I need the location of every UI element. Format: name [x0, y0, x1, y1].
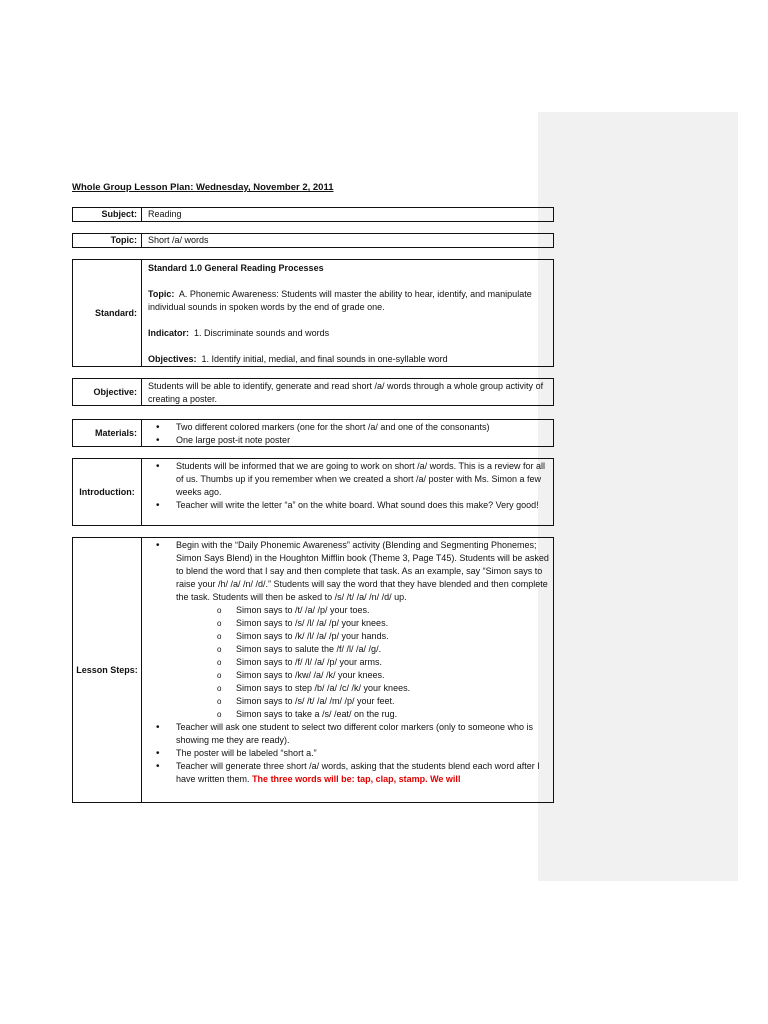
objective-label: Objective:	[73, 379, 142, 405]
list-item: • The poster will be labeled “short a.”	[142, 747, 549, 760]
subject-row	[72, 207, 554, 222]
list-item: • One large post-it note poster	[142, 434, 549, 447]
sub-list-item: o Simon says to /kw/ /a/ /k/ your knees.	[176, 669, 549, 682]
introduction-row	[72, 458, 554, 526]
list-item: • Students will be informed that we are going to work on short /a/ words. This is a review for all of us. Thumbs up if you remember when we created a short /a/ poster with Ms. Simon a few weeks ago.	[142, 460, 549, 499]
list-item	[142, 539, 549, 721]
lesson-step-4-highlight: The three words will be: tap, clap, stamp. We will	[252, 774, 461, 784]
sub-list-item: o Simon says to /s/ /l/ /a/ /p/ your knees.	[176, 617, 549, 630]
standard-row	[72, 259, 554, 367]
comment-pane	[538, 112, 738, 881]
lesson-step-4: Teacher will generate three short /a/ words, asking that the students blend each word after I have written them.	[176, 761, 540, 784]
standard-content	[142, 260, 553, 366]
list-item: • Teacher will write the letter “a” on the white board. What sound does this make? Very good!	[142, 499, 549, 512]
materials-row	[72, 419, 554, 447]
sub-list-item: o Simon says to /t/ /a/ /p/ your toes.	[176, 604, 549, 617]
indicator-text: 1. Discriminate sounds and words	[194, 328, 330, 338]
sub-list-item: o Simon says to /k/ /l/ /a/ /p/ your hands.	[176, 630, 549, 643]
lesson-step-1: Begin with the “Daily Phonemic Awareness” activity (Blending and Segmenting Phonemes; Simon Says Blend) in the Houghton Mifflin book (Theme 3, Page T45). Students will be asked to blend the word that I say and then complete that task. As an example, say “Simon says to raise your /h/ /a/ /n/ /d/.” Students will say the word that they have blended and then complete the task. Students will then be asked to /s/ /t/ /a/ /n/ /d/ up.	[176, 540, 549, 602]
page-title: Whole Group Lesson Plan: Wednesday, November 2, 2011	[72, 182, 334, 193]
objectives-text: 1. Identify initial, medial, and final sounds in one-syllable word	[201, 354, 448, 364]
subject-label: Subject:	[73, 208, 142, 221]
sub-list-item: o Simon says to /s/ /t/ /a/ /m/ /p/ your feet.	[176, 695, 549, 708]
sub-list-item: o Simon says to step /b/ /a/ /c/ /k/ your knees.	[176, 682, 549, 695]
list-item: • Teacher will ask one student to select two different color markers (only to someone who is showing me they are ready).	[142, 721, 549, 747]
lesson-steps-row	[72, 537, 554, 803]
standard-topic-label: Topic:	[148, 289, 175, 299]
list-item: • Two different colored markers (one for the short /a/ and one of the consonants)	[142, 421, 549, 434]
introduction-label: Introduction:	[73, 459, 142, 525]
materials-label: Materials:	[73, 420, 142, 446]
standard-heading: Standard 1.0 General Reading Processes	[148, 263, 324, 273]
sub-list-item: o Simon says to salute the /f/ /l/ /a/ /g/.	[176, 643, 549, 656]
sub-list-item: o Simon says to /f/ /l/ /a/ /p/ your arms.	[176, 656, 549, 669]
objectives-label: Objectives:	[148, 354, 197, 364]
lesson-steps-label: Lesson Steps:	[73, 538, 142, 802]
sub-list-item: o Simon says to take a /s/ /eat/ on the rug.	[176, 708, 549, 721]
topic-value: Short /a/ words	[148, 235, 209, 245]
standard-label: Standard:	[73, 260, 142, 366]
list-item	[142, 760, 549, 786]
topic-label: Topic:	[73, 234, 142, 247]
indicator-label: Indicator:	[148, 328, 190, 338]
subject-value: Reading	[148, 209, 182, 219]
objective-row	[72, 378, 554, 406]
objective-text: Students will be able to identify, generate and read short /a/ words through a whole group activity of creating a poster.	[148, 381, 544, 404]
topic-row	[72, 233, 554, 248]
standard-topic-text: A. Phonemic Awareness: Students will master the ability to hear, identify, and manipulate individual sounds in spoken words by the end of grade one.	[148, 289, 532, 312]
